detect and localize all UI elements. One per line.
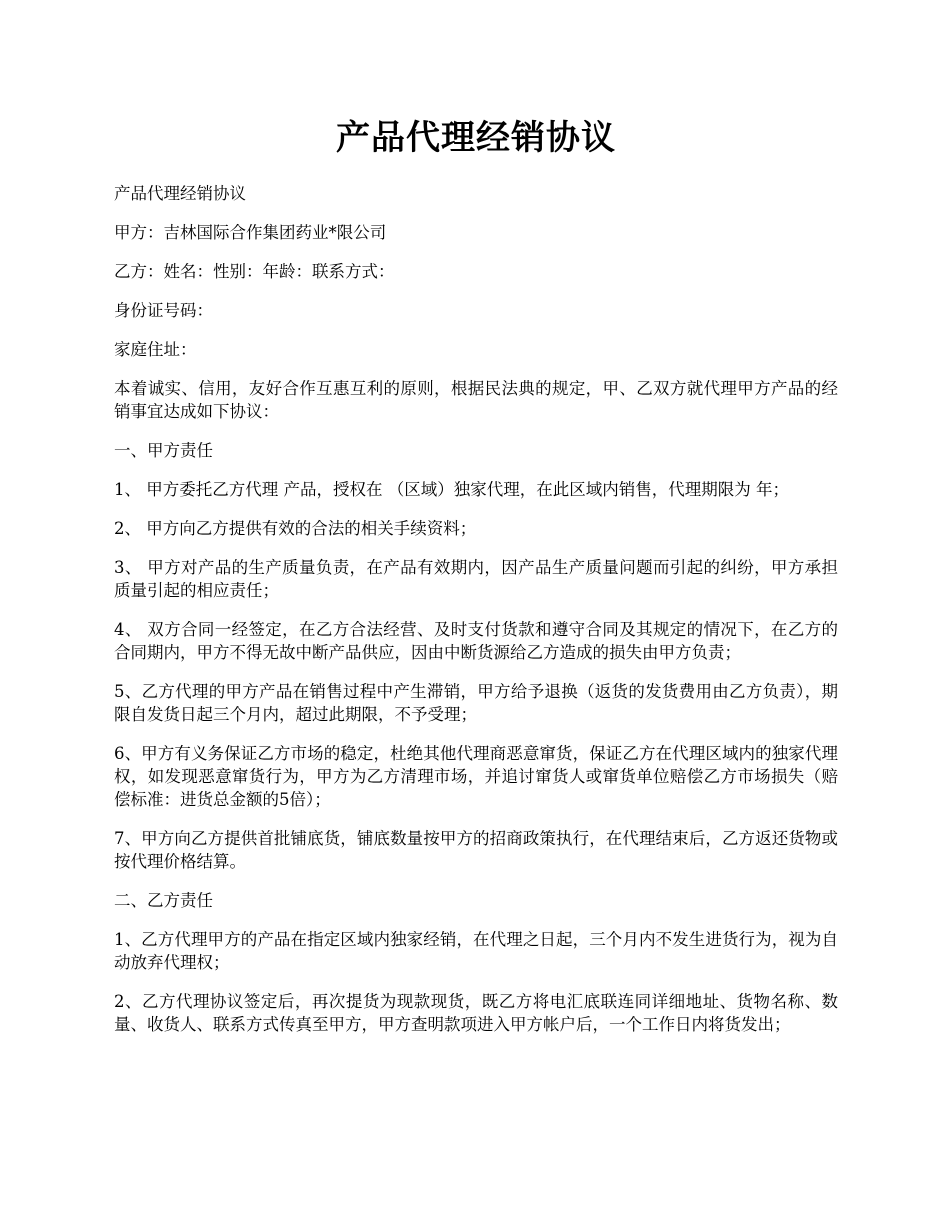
paragraph-heading-repeat: 产品代理经销协议 [114, 184, 246, 203]
paragraph-preamble: 本着诚实、信用，友好合作互惠互利的原则，根据民法典的规定，甲、乙双方就代理甲方产品的经销事宜达成如下协议： [114, 379, 838, 421]
paragraph-party-a: 甲方：吉林国际合作集团药业*限公司 [114, 223, 387, 242]
clause-a-1: 1、 甲方委托乙方代理 产品，授权在 （区域）独家代理，在此区域内销售，代理期限为 年； [114, 480, 789, 499]
document-body [114, 182, 838, 1036]
clause-a-6: 6、甲方有义务保证乙方市场的稳定，杜绝其他代理商恶意窜货，保证乙方在代理区域内的独家代理权，如发现恶意窜货行为，甲方为乙方清理市场，并追讨窜货人或窜货单位赔偿乙方市场损失（赔偿标准：进货总金额的5倍）； [114, 744, 838, 809]
section-heading-party-a-duties: 一、甲方责任 [114, 441, 213, 460]
paragraph-id-number: 身份证号码： [114, 301, 213, 320]
document-title: 产品代理经销协议 [336, 118, 616, 158]
clause-a-7: 7、甲方向乙方提供首批铺底货，铺底数量按甲方的招商政策执行，在代理结束后，乙方返还货物或按代理价格结算。 [114, 829, 838, 871]
section-heading-party-b-duties: 二、乙方责任 [114, 891, 213, 910]
paragraph-party-b: 乙方：姓名：性别：年龄：联系方式： [114, 262, 395, 281]
clause-b-2: 2、乙方代理协议签定后，再次提货为现款现货，既乙方将电汇底联连同详细地址、货物名称、数量、收货人、联系方式传真至甲方，甲方查明款项进入甲方帐户后，一个工作日内将货发出； [114, 992, 838, 1034]
clause-a-5: 5、乙方代理的甲方产品在销售过程中产生滞销，甲方给予退换（返货的发货费用由乙方负责），期限自发货日起三个月内，超过此期限，不予受理； [114, 682, 838, 724]
clause-b-1: 1、乙方代理甲方的产品在指定区域内独家经销，在代理之日起，三个月内不发生进货行为，视为自动放弃代理权； [114, 930, 838, 972]
clause-a-4: 4、 双方合同一经签定，在乙方合法经营、及时支付货款和遵守合同及其规定的情况下，在乙方的合同期内，甲方不得无故中断产品供应，因由中断货源给乙方造成的损失由甲方负责； [114, 620, 838, 662]
paragraph-home-address: 家庭住址： [114, 340, 197, 359]
clause-a-3: 3、 甲方对产品的生产质量负责，在产品有效期内，因产品生产质量问题而引起的纠纷，甲方承担质量引起的相应责任； [114, 558, 838, 600]
clause-a-2: 2、 甲方向乙方提供有效的合法的相关手续资料； [114, 519, 477, 538]
